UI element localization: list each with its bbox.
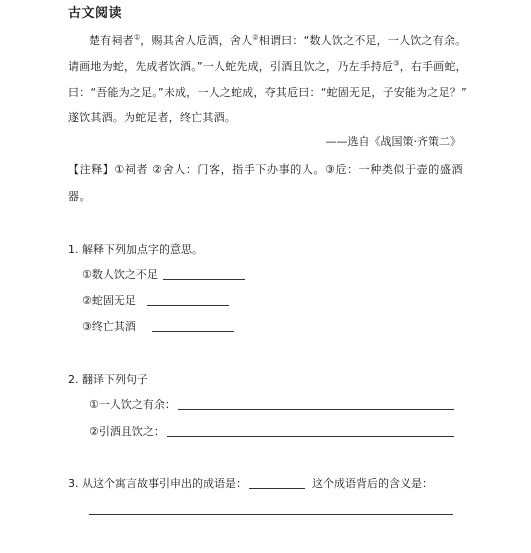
annotation-line-2: 器。: [68, 190, 92, 203]
footnote-marker-3: ③: [393, 59, 400, 68]
question-1-prompt: 1. 解释下列加点字的意思。: [68, 243, 203, 256]
footnote-marker-1: ①: [133, 33, 141, 42]
question-1-item-3: ③终亡其酒: [82, 320, 136, 333]
question-3-prompt-b: 这个成语背后的含义是：: [312, 477, 433, 490]
question-1-item-1: ①数人饮之不足: [82, 268, 158, 281]
passage-line-2: 请画地为蛇，先成者饮酒。”一人蛇先成，引酒且饮之，乃左手持卮③，右手画蛇，: [68, 59, 467, 73]
answer-blank-1-2[interactable]: [147, 305, 229, 306]
footnote-marker-2: ②: [252, 33, 259, 42]
source-citation: ——选自《战国策·齐策二》: [325, 135, 461, 148]
section-title: 古文阅读: [68, 6, 123, 21]
question-2-item-1: ①一人饮之有余：: [89, 398, 176, 411]
question-3-prompt-a: 3. 从这个寓言故事引申出的成语是：: [68, 477, 247, 490]
passage-line-1: 楚有祠者①，赐其舍人卮酒，舍人②相谓曰：“数人饮之不足，一人饮之有余。: [89, 33, 467, 47]
answer-blank-1-3[interactable]: [152, 331, 234, 332]
answer-blank-3-2[interactable]: [89, 514, 453, 515]
passage-line-3: 曰：“吾能为之足。”未成，一人之蛇成，夺其卮曰：“蛇固无足，子安能为之足？”: [68, 86, 467, 99]
answer-blank-1-1[interactable]: [163, 279, 245, 280]
answer-blank-2-1[interactable]: [178, 409, 454, 410]
answer-blank-3-1[interactable]: [249, 488, 305, 489]
annotation-line-1: 【注释】①祠者 ②舍人：门客，指手下办事的人。③卮：一种类似于壶的盛酒: [68, 163, 464, 176]
passage-line-4: 遂饮其酒。为蛇足者，终亡其酒。: [68, 111, 236, 124]
answer-blank-2-2[interactable]: [167, 436, 454, 437]
question-2-item-2: ②引酒且饮之：: [89, 425, 165, 438]
question-1-item-2: ②蛇固无足: [82, 294, 136, 307]
question-2-prompt: 2. 翻译下列句子: [68, 373, 148, 386]
